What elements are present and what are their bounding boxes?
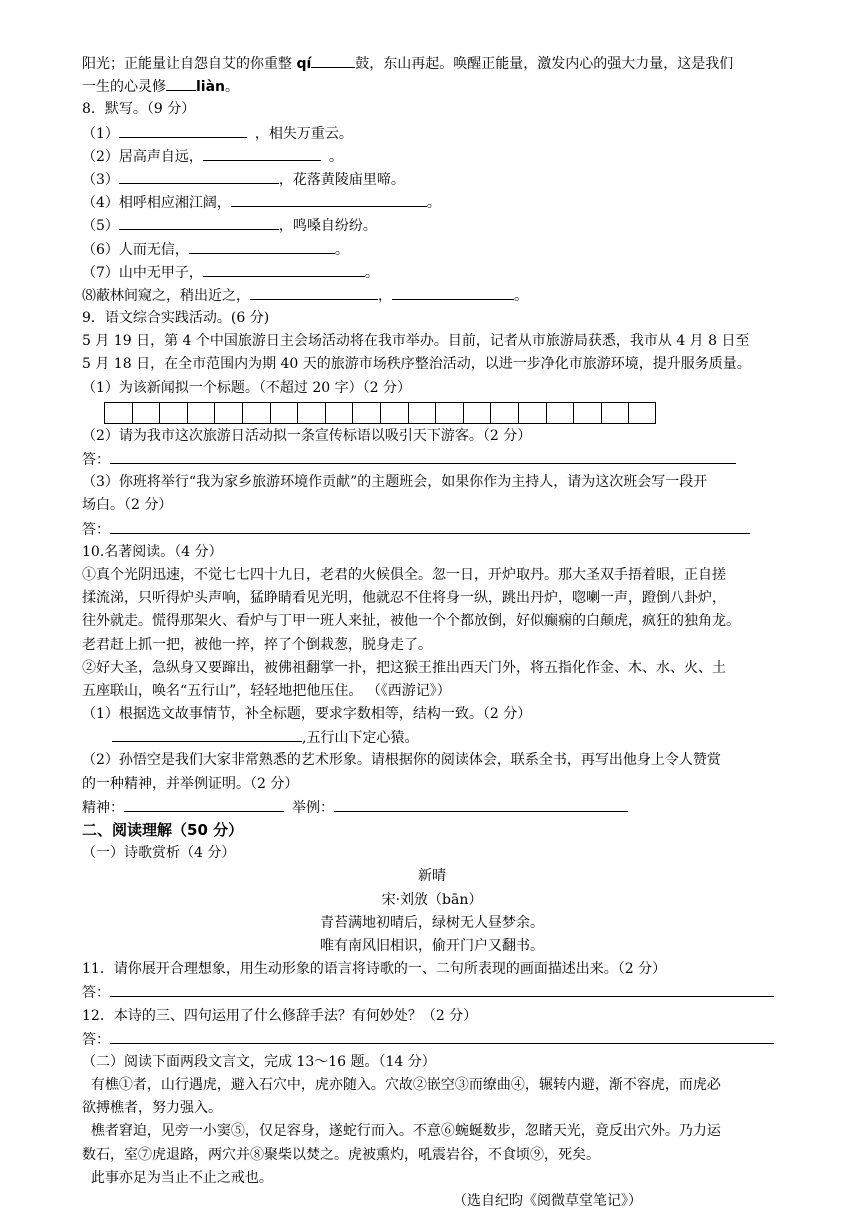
- grid-cell[interactable]: [325, 402, 353, 424]
- answer-label: 答：: [82, 521, 110, 538]
- q9-sub1: （1）为该新闻拟一个标题。（不超过 20 字）（2 分）: [82, 379, 411, 396]
- grid-cell[interactable]: [297, 402, 325, 424]
- grid-cell[interactable]: [352, 402, 380, 424]
- example-blank[interactable]: [334, 796, 628, 812]
- classical-source: （选自纪昀《阅微草堂笔记》）: [453, 1193, 642, 1209]
- q11-answer: [82, 981, 782, 1004]
- grid-cell[interactable]: [546, 402, 574, 424]
- q8-item-text: 。: [334, 241, 349, 258]
- q11-answer-blank[interactable]: [110, 981, 774, 997]
- q9-sub3: 场白。（2 分）: [82, 497, 173, 514]
- q10-title: 10.名著阅读。（4 分）: [82, 543, 223, 560]
- q8-item-text: 。: [426, 195, 441, 212]
- classical-section-title: （二）阅读下面两段文言文，完成 13～16 题。（14 分）: [82, 1053, 436, 1070]
- q9-para: 5 月 19 日，第 4 个中国旅游日主会场活动将在我市举办。目前，记者从市旅游局获悉，我市从 4 月 8 日至: [82, 333, 750, 350]
- exam-page: [82, 52, 782, 1213]
- answer-label: 答：: [82, 985, 110, 1002]
- blank-lian[interactable]: [166, 75, 196, 91]
- poem-author: 宋·刘攽（bān）: [381, 891, 483, 908]
- q8-blank-8a[interactable]: [250, 284, 378, 300]
- q10-sub2: （2）孙悟空是我们大家非常熟悉的艺术形象。请根据你的阅读体会，联系全书，再写出他身上令人赞赏: [82, 752, 721, 769]
- answer-label: 答：: [82, 452, 110, 468]
- grid-cell[interactable]: [408, 402, 436, 424]
- classical-line: 樵者窘迫，见旁一小窦⑤，仅足容身，遂蛇行而入。不意⑥蜿蜒数步，忽睹天光，竟反出穴外。乃力运: [82, 1123, 721, 1140]
- grid-cell[interactable]: [104, 402, 132, 424]
- classical-line: 有樵①者，山行遇虎，避入石穴中，虎亦随入。穴故②嵌空③而缭曲④，辗转内避，渐不容虎，而虎必: [82, 1077, 721, 1094]
- q8-item-text: （5）: [82, 218, 119, 235]
- q8-item-5: [82, 214, 782, 237]
- pinyin-lian: liàn: [196, 79, 226, 96]
- q10-sub2: 的一种精神，并举例证明。（2 分）: [82, 775, 299, 792]
- q8-title: 8．默写。（9 分）: [82, 101, 196, 118]
- q10-passage-line: 揉流涕，只听得炉头声响，猛睁睛看见光明，他就忍不住将身一纵，跳出丹炉，唿喇一声，蹬倒八卦炉，: [82, 590, 726, 607]
- grid-cell[interactable]: [242, 402, 270, 424]
- q8-item-text: （4）相呼相应湘江阔，: [82, 195, 231, 212]
- q12: 12．本诗的三、四句运用了什么修辞手法？有何妙处？（2 分）: [82, 1007, 478, 1024]
- grid-cell[interactable]: [573, 402, 601, 424]
- q10-passage-line: ②好大圣，急纵身又要蹿出，被佛祖翻掌一扑，把这猴王推出西天门外，将五指化作金、木、水、火、土: [82, 659, 726, 676]
- q10-passage-line: 五座联山，唤名“五行山”，轻轻地把他压住。 （《西游记》）: [82, 682, 451, 699]
- q8-blank-5[interactable]: [119, 214, 279, 230]
- q8-item-4: [82, 191, 782, 214]
- grid-cell[interactable]: [187, 402, 215, 424]
- grid-cell[interactable]: [380, 402, 408, 424]
- answer-label: 答：: [82, 1031, 110, 1048]
- q8-item-7: [82, 261, 782, 284]
- q8-item-text: （1）: [82, 125, 119, 142]
- intro-line-1: [82, 52, 782, 75]
- intro-text: 阳光；正能量让自怨自艾的你重整: [82, 56, 297, 72]
- grid-cell[interactable]: [159, 402, 187, 424]
- grid-cell[interactable]: [601, 402, 629, 424]
- q8-item-text: 。: [364, 264, 379, 281]
- q8-blank-1[interactable]: [119, 122, 247, 138]
- q9-answer-3: [82, 518, 782, 541]
- q10-sub1: （1）根据选文故事情节，补全标题，要求字数相等，结构一致。（2 分）: [82, 706, 532, 723]
- pinyin-qi: qí: [296, 56, 312, 72]
- grid-cell[interactable]: [435, 402, 463, 424]
- q9-sub2: （2）请为我市这次旅游日活动拟一条宣传标语以吸引天下游客。（2 分）: [82, 427, 532, 444]
- q8-item-2: [82, 145, 782, 168]
- q8-item-text: （7）山中无甲子，: [82, 264, 203, 281]
- q10-title-suffix: ,五行山下定心猿。: [302, 730, 419, 747]
- section-2-title: 二、阅读理解（50 分）: [82, 821, 244, 839]
- q9-answer-3-blank[interactable]: [110, 518, 750, 534]
- q9-para: 5 月 18 日，在全市范围内为期 40 天的旅游市场秩序整治活动，以进一步净化市旅游环境，提升服务质量。: [82, 356, 751, 373]
- q8-item-text: ，相失万重云。: [254, 125, 353, 142]
- q12-answer-blank[interactable]: [110, 1028, 774, 1044]
- q8-item-text: ⑻蔽林间窥之，稍出近之，: [82, 287, 250, 304]
- poem-title: 新晴: [418, 868, 446, 885]
- classical-line: 数石，室⑦虎退路，两穴并⑧聚柴以焚之。虎被熏灼，吼震岩谷，不食顷⑨，死矣。: [82, 1146, 600, 1163]
- q8-item-1: [82, 122, 782, 145]
- classical-line: 欲搏樵者，努力强入。: [82, 1100, 222, 1117]
- q9-title: 9．语文综合实践活动。(6 分): [82, 310, 270, 327]
- q9-sub3: （3）你班将举行“我为家乡旅游环境作贡献”的主题班会，如果你作为主持人，请为这次班会写一段开: [82, 474, 708, 491]
- grid-cell[interactable]: [132, 402, 160, 424]
- grid-cell[interactable]: [270, 402, 298, 424]
- poem-line: 青苔满地初晴后，绿树无人昼梦余。: [320, 914, 544, 931]
- q10-title-blank[interactable]: [112, 726, 302, 742]
- q8-item-text: 。: [514, 287, 528, 304]
- grid-cell[interactable]: [490, 402, 518, 424]
- q8-item-text: ，: [378, 287, 392, 304]
- q8-item-text: ，鸣嗓自纷纷。: [278, 218, 377, 235]
- q8-item-text: （2）居高声自远，: [82, 148, 203, 165]
- intro-text: 鼓，东山再起。唤醒正能量，激发内心的强大力量，这是我们: [355, 56, 734, 72]
- poetry-section-title: （一）诗歌赏析（4 分）: [82, 845, 236, 862]
- spirit-blank[interactable]: [124, 796, 284, 812]
- spirit-label: 精神：: [82, 799, 124, 816]
- q8-blank-4[interactable]: [231, 191, 427, 207]
- q11: 11．请你展开合理想象，用生动形象的语言将诗歌的一、二句所表现的画面描述出来。（2 分）: [82, 961, 667, 978]
- q8-blank-2[interactable]: [203, 145, 321, 161]
- example-label: 举例：: [292, 799, 334, 816]
- q8-item-text: ，花落黄陵庙里啼。: [278, 171, 405, 188]
- q10-passage-line: ①真个光阴迅速，不觉七七四十九日，老君的火候俱全。忽一日，开炉取丹。那大圣双手捂着眼，正自搓: [82, 566, 726, 583]
- intro-text: 一生的心灵修: [82, 79, 166, 96]
- grid-cell[interactable]: [628, 402, 656, 424]
- q8-item-3: [82, 168, 782, 191]
- q8-blank-3[interactable]: [119, 168, 279, 184]
- blank-qi[interactable]: [311, 52, 355, 68]
- q8-blank-6[interactable]: [189, 238, 335, 254]
- q8-item-6: [82, 238, 782, 261]
- q8-item-text: （6）人而无信，: [82, 241, 189, 258]
- q10-sub1-answer: [82, 726, 782, 749]
- grid-cell[interactable]: [463, 402, 491, 424]
- headline-answer-grid[interactable]: [104, 402, 782, 424]
- q10-sub2-answer: [82, 796, 782, 819]
- classical-line: 此事亦足为当止不止之戒也。: [82, 1169, 273, 1186]
- q8-item-text: （3）: [82, 171, 119, 188]
- q10-passage-line: 往外就走。慌得那架火、看炉与丁甲一班人来扯，被他一个个都放倒，好似癫痫的白颠虎，疯狂的独角龙。: [82, 613, 740, 630]
- q9-answer-2-blank[interactable]: [110, 448, 736, 464]
- grid-cell[interactable]: [518, 402, 546, 424]
- grid-cell[interactable]: [214, 402, 242, 424]
- intro-text: 。: [225, 79, 240, 96]
- q8-item-8: [82, 284, 782, 307]
- poem-line: 唯有南风旧相识，偷开门户又翻书。: [320, 937, 544, 954]
- q10-passage-line: 老君赶上抓一把，被他一捽，捽了个倒栽葱，脱身走了。: [82, 636, 432, 653]
- q8-blank-8b[interactable]: [392, 284, 514, 300]
- q8-item-text: 。: [328, 148, 343, 165]
- q9-answer-2: [82, 448, 782, 471]
- q8-blank-7[interactable]: [203, 261, 365, 277]
- intro-line-2: [82, 75, 782, 98]
- q12-answer: [82, 1028, 782, 1051]
